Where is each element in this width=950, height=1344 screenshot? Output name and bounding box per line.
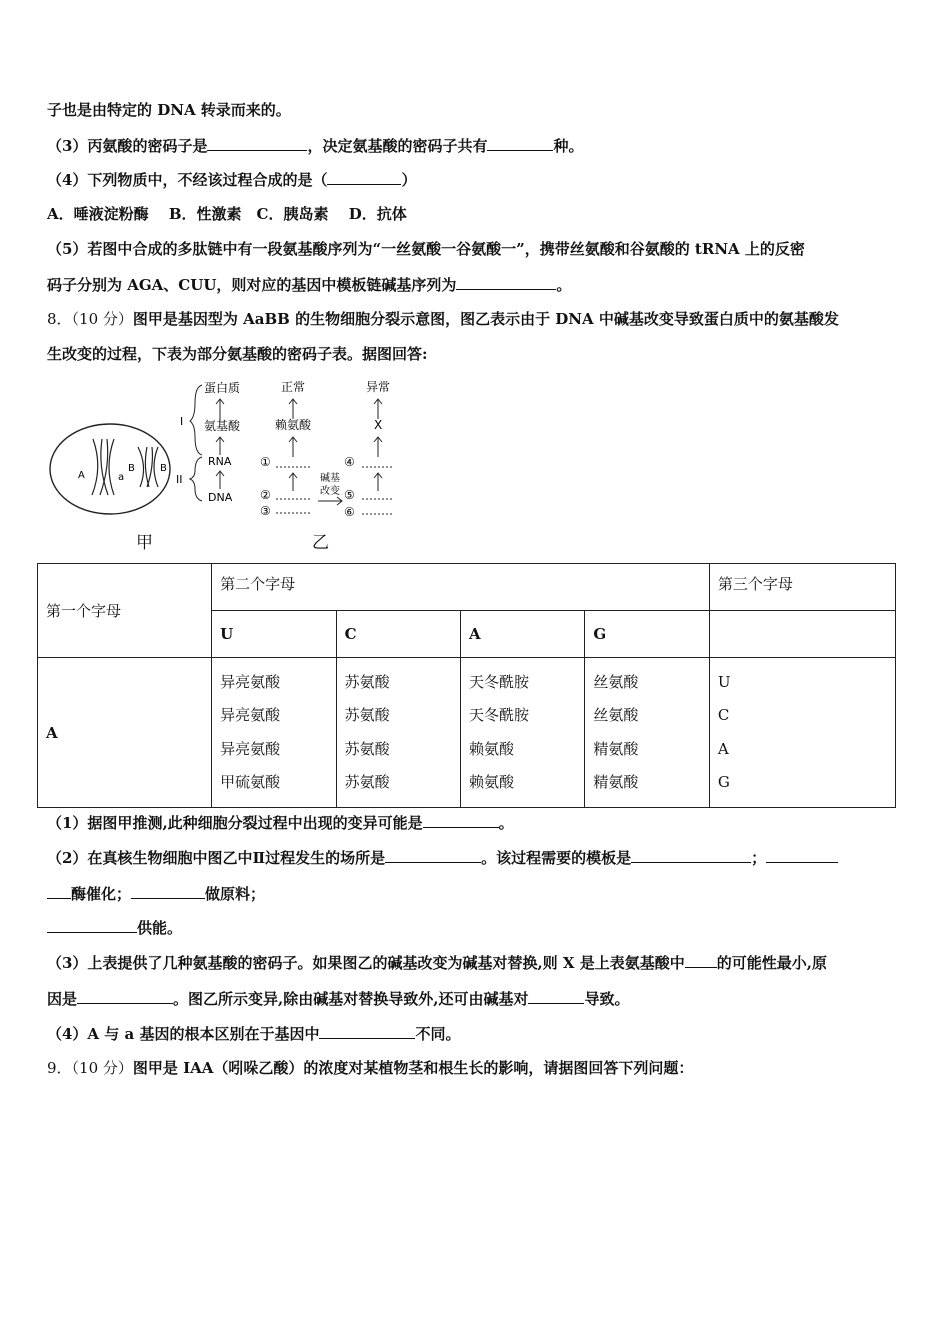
table-cell: 丝氨酸: [593, 706, 639, 724]
table-cell: U: [717, 672, 731, 691]
label-5: ⑤: [344, 488, 355, 502]
q8-sub-3-line-2: 因是 。图乙所示变异,除由碱基对替换导致外,还可由碱基对 导致。: [47, 987, 904, 1010]
table-cell: 精氨酸: [593, 739, 639, 758]
arrow-up-icon: [289, 399, 297, 419]
answer-blank[interactable]: [631, 846, 751, 863]
gene-label-B: B: [128, 463, 135, 474]
brace-i: [190, 385, 202, 455]
label-x: X: [374, 418, 383, 432]
diagram-svg: [48, 377, 408, 527]
options-line: A．唾液淀粉酶 B．性激素 C．胰岛素 D．抗体: [47, 205, 407, 223]
arrow-up-icon: [374, 399, 382, 419]
table-cell: 苏氨酸: [344, 706, 390, 724]
table-cell: 赖氨酸: [469, 773, 515, 791]
arrow-up-icon: [216, 471, 224, 489]
q8-sub-2-line-1: （2）在真核生物细胞中图乙中Ⅱ过程发生的场所是 。该过程需要的模板是 ；: [47, 846, 904, 869]
label-roman-ii: II: [176, 473, 183, 486]
gene-label-A: A: [78, 470, 85, 481]
chromosome: [154, 447, 158, 487]
answer-blank[interactable]: [685, 951, 717, 968]
gene-label-B: B: [160, 463, 167, 474]
arrow-up-icon: [374, 437, 382, 457]
label-dna: DNA: [208, 491, 233, 504]
answer-blank[interactable]: [456, 273, 556, 290]
q8-sub-4: （4）A 与 a 基因的根本区别在于基因中 不同。: [47, 1022, 904, 1045]
table-cell: 异亮氨酸: [220, 706, 281, 724]
label-6: ⑥: [344, 505, 355, 519]
arrow-right-icon: [318, 497, 342, 505]
header-first-letter: 第一个字母: [38, 564, 212, 658]
problem-9-line: 9．（10 分）图甲是 IAA（吲哚乙酸）的浓度对某植物茎和根生长的影响，请据图回答下列问题：: [47, 1059, 694, 1077]
table-cell: 苏氨酸: [344, 773, 390, 791]
answer-blank[interactable]: [77, 987, 173, 1004]
table-cell: 苏氨酸: [344, 672, 390, 691]
table-cell: 丝氨酸: [593, 672, 639, 691]
codon-table: [37, 563, 896, 808]
arrow-up-icon: [289, 437, 297, 457]
label-3: ③: [260, 504, 271, 518]
table-cell: 甲硫氨酸: [220, 773, 281, 791]
q8-sub-3-line-1: （3）上表提供了几种氨基酸的密码子。如果图乙的碱基改变为碱基对替换,则 X 是上表氨基酸中 的可能性最小,原: [47, 951, 904, 974]
col-header-u: U: [212, 611, 336, 658]
arrow-up-icon: [374, 473, 382, 491]
table-cell: 赖氨酸: [469, 739, 515, 758]
label-lysine: 赖氨酸: [275, 418, 312, 432]
label-1: ①: [260, 455, 271, 469]
answer-blank[interactable]: [528, 987, 584, 1004]
label-rna: RNA: [208, 455, 232, 468]
table-cell: G: [717, 773, 730, 791]
col-header-g: G: [585, 611, 709, 658]
figure-label-yi: 乙: [312, 533, 329, 553]
table-cell: 天冬酰胺: [469, 706, 530, 724]
col-header-a: A: [461, 611, 585, 658]
problem-8-line-2: 生改变的过程，下表为部分氨基酸的密码子表。据图回答:: [47, 345, 428, 363]
label-protein: 蛋白质: [204, 381, 241, 395]
label-4: ④: [344, 455, 355, 469]
problem-8-line-1: 8．（10 分）图甲是基因型为 AaBB 的生物细胞分裂示意图，图乙表示由于 DNA 中碱基改变导致蛋白质中的氨基酸发: [47, 310, 839, 328]
question-5-line-1: （5）若图中合成的多肽链中有一段氨基酸序列为“一丝氨酸一谷氨酸一”，携带丝氨酸和谷氨酸的 tRNA 上的反密: [47, 240, 805, 258]
chromosome: [92, 439, 98, 495]
figure-label-jia: 甲: [136, 533, 153, 553]
row-letter-a: A: [38, 658, 212, 808]
answer-blank[interactable]: [385, 846, 481, 863]
arrow-up-icon: [216, 399, 224, 421]
table-cell: 异亮氨酸: [220, 739, 281, 758]
header-third-letter: 第三个字母: [709, 564, 895, 611]
table-cell: A: [717, 739, 729, 758]
table-cell: 天冬酰胺: [469, 672, 530, 691]
label-2: ②: [260, 488, 271, 502]
header-second-letter: 第二个字母: [212, 564, 710, 611]
label-normal: 正常: [281, 380, 306, 394]
col-c-cells: [336, 658, 460, 808]
label-base-change: 改变: [320, 486, 340, 497]
text-line-1: 子也是由特定的 DNA 转录而来的。: [47, 101, 291, 119]
question-5-line-2: 码子分别为 AGA、CUU，则对应的基因中模板链碱基序列为 。: [47, 273, 904, 296]
table-cell: 精氨酸: [593, 773, 639, 791]
answer-blank[interactable]: [487, 134, 553, 151]
answer-blank[interactable]: [327, 168, 401, 185]
brace-ii: [190, 457, 202, 501]
q8-sub-2-line-2: 酶催化； 做原料；: [47, 882, 904, 905]
table-cell: C: [717, 706, 730, 724]
label-abnormal: 异常: [366, 380, 391, 394]
label-roman-i: I: [180, 415, 184, 428]
figure-jia-yi: [48, 377, 408, 552]
col-third-cells: [709, 658, 895, 808]
chromosome: [109, 439, 114, 495]
chromosome: [138, 447, 144, 487]
col-a-cells: [461, 658, 585, 808]
answer-blank[interactable]: [319, 1022, 415, 1039]
question-3-line: （3）丙氨酸的密码子是 ，决定氨基酸的密码子共有 种。: [47, 134, 904, 157]
q8-sub-2-line-3: 供能。: [47, 916, 904, 939]
answer-blank[interactable]: [207, 134, 307, 151]
q8-sub-1: （1）据图甲推测,此种细胞分裂过程中出现的变异可能是 。: [47, 811, 904, 834]
answer-blank[interactable]: [47, 882, 71, 899]
answer-blank[interactable]: [47, 916, 137, 933]
arrow-up-icon: [289, 473, 297, 491]
col-header-empty: [709, 611, 895, 658]
table-cell: 异亮氨酸: [220, 672, 281, 691]
gene-label-a: a: [118, 472, 125, 483]
col-g-cells: [585, 658, 709, 808]
question-4-line: （4）下列物质中，不经该过程合成的是（ ）: [47, 168, 904, 191]
col-header-c: C: [336, 611, 460, 658]
arrow-up-icon: [216, 437, 224, 455]
label-base-change: 碱基: [320, 473, 340, 484]
table-cell: 苏氨酸: [344, 739, 390, 758]
answer-blank[interactable]: [766, 846, 838, 863]
label-amino-acid: 氨基酸: [204, 419, 241, 433]
answer-blank[interactable]: [423, 811, 499, 828]
col-u-cells: [212, 658, 336, 808]
answer-blank[interactable]: [131, 882, 205, 899]
